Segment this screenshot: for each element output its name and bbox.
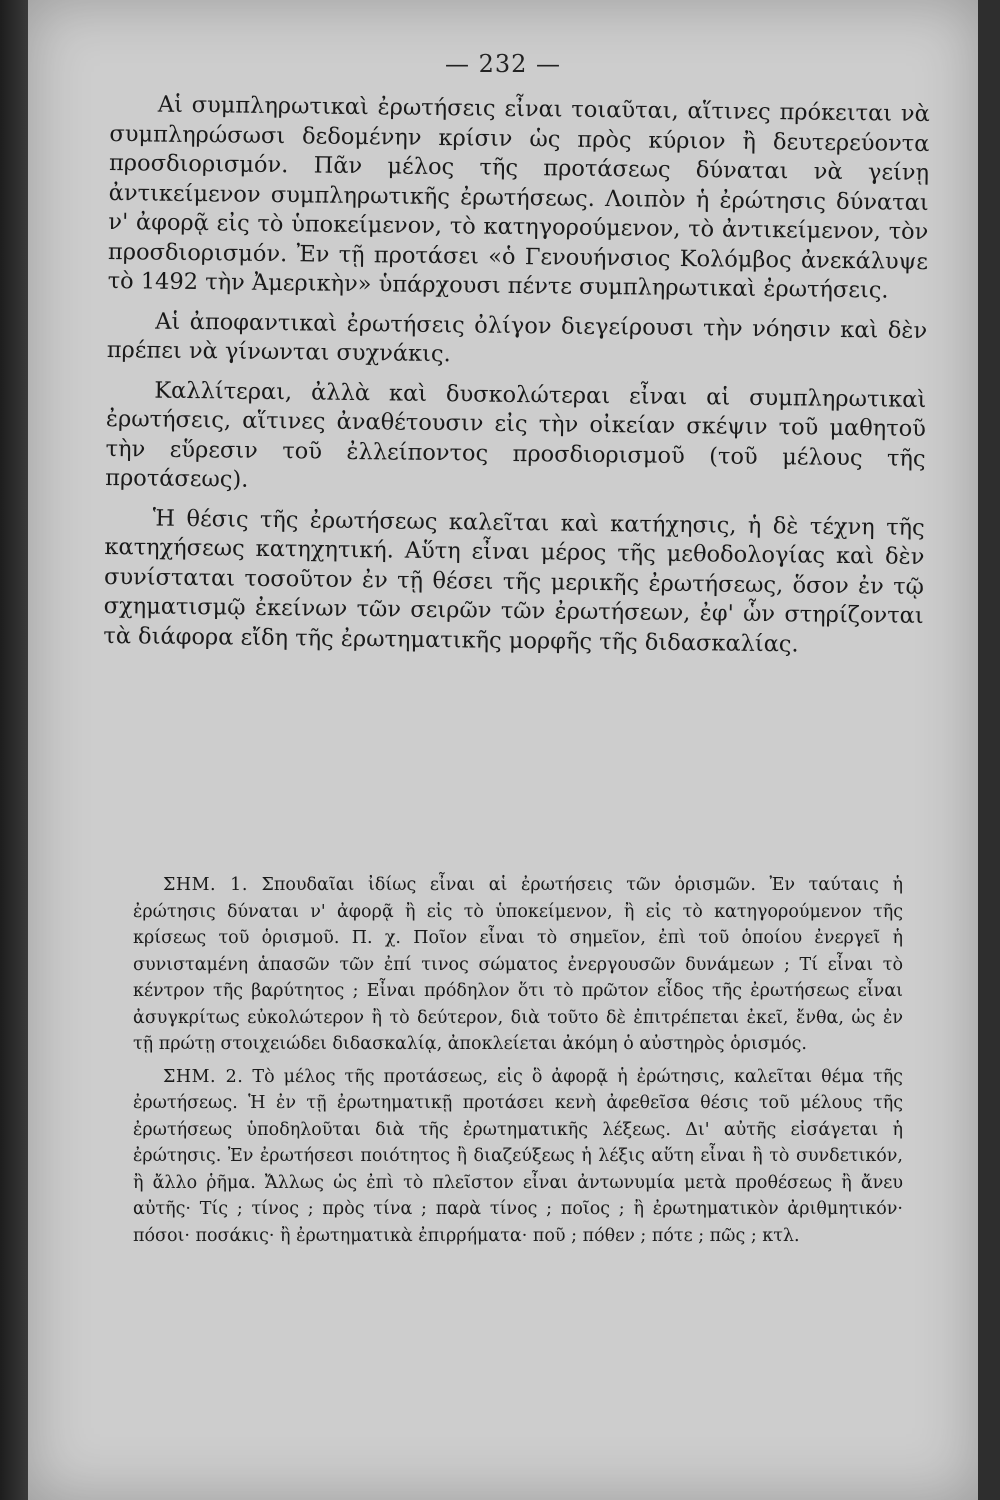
main-text bbox=[103, 90, 930, 671]
notes-section bbox=[133, 872, 903, 1255]
paragraph: Ἡ θέσις τῆς ἐρωτήσεως καλεῖται καὶ κατήχησις, ἡ δὲ τέχνη τῆς κατηχήσεως κατηχητική. Αὕτη εἶναι μέρος τῆς μεθοδολογίας καὶ δὲν συνίσταται τοσοῦτον ἐν τῇ θέσει τῆς μερικῆς ἐρωτήσεως, ὅσον ἐν τῷ σχηματισμῷ ἐκείνων τῶν σειρῶν τῶν ἐρωτήσεων, ἐφ' ὧν στηρίζονται τὰ διάφορα εἴδη τῆς ἐρωτηματικῆς μορφῆς τῆς διδασκαλίας. bbox=[103, 505, 925, 657]
book-page bbox=[28, 0, 978, 1500]
paragraph: Αἱ ἀποφαντικαὶ ἐρωτήσεις ὀλίγον διεγείρουσι τὴν νόησιν καὶ δὲν πρέπει νὰ γίνωνται συχνάκις. bbox=[106, 308, 928, 368]
note bbox=[133, 872, 903, 1058]
note-label: ΣΗΜ. 1. bbox=[163, 875, 248, 895]
book-gutter bbox=[0, 0, 28, 1500]
paragraph: Αἱ συμπληρωτικαὶ ἐρωτήσεις εἶναι τοιαῦται, αἵτινες πρόκειται νὰ συμπληρώσωσι δεδομένην κρίσιν ὡς πρὸς κύριον ἢ δευτερεύοντα προσδιορισμόν. Πᾶν μέλος τῆς προτάσεως δύναται νὰ γείνῃ ἀντικείμενον συμπληρωτικῆς ἐρωτήσεως. Λοιπὸν ἡ ἐρώτησις δύναται ν' ἀφορᾷ εἰς τὸ ὑποκείμενον, τὸ κατηγορούμενον, τὸ ἀντικείμενον, τὸν προσδιορισμόν. Ἐν τῇ προτάσει «ὁ Γενουήνσιος Κολόμβος ἀνεκάλυψε τὸ 1492 τὴν Ἀμερικὴν» ὑπάρχουσι πέντε συμπληρωτικαὶ ἐρωτήσεις. bbox=[107, 91, 930, 304]
page-number: — 232 — bbox=[444, 50, 562, 78]
paragraph: Καλλίτεραι, ἀλλὰ καὶ δυσκολώτεραι εἶναι αἱ συμπληρωτικαὶ ἐρωτήσεις, αἵτινες ἀναθέτουσιν εἰς τὴν οἰκείαν σκέψιν τοῦ μαθητοῦ τὴν εὕρεσιν τοῦ ἐλλείποντος προσδιορισμοῦ (τοῦ μέλους τῆς προτάσεως). bbox=[105, 377, 927, 493]
note-text: Σπουδαῖαι ἰδίως εἶναι αἱ ἐρωτήσεις τῶν ὁρισμῶν. Ἐν ταύταις ἡ ἐρώτησις δύναται ν' ἀφορᾷ ἢ εἰς τὸ ὑποκείμενον, ἢ εἰς τὸ κατηγορούμενον τῆς κρίσεως τοῦ ὁρισμοῦ. Π. χ. Ποῖον εἶναι τὸ σημεῖον, ἐπὶ τοῦ ὁποίου ἐνεργεῖ ἡ συνισταμένη ἁπασῶν τῶν ἐπί τινος σώματος ἐνεργουσῶν δυνάμεων ; Τί εἶναι τὸ κέντρον τῆς βαρύτητος ; Εἶναι πρόδηλον ὅτι τὸ πρῶτον εἶδος τῆς ἐρωτήσεως εἶναι ἀσυγκρίτως εὐκολώτερον ἢ τὸ δεύτερον, διὰ τοῦτο δὲ ἐπιτρέπεται ἐκεῖ, ἔνθα, ὡς ἐν τῇ πρώτῃ στοιχειώδει διδασκαλίᾳ, ἀποκλείεται ἀκόμη ὁ αὐστηρὸς ὁρισμός. bbox=[133, 875, 903, 1054]
note bbox=[133, 1064, 903, 1250]
note-text: Τὸ μέλος τῆς προτάσεως, εἰς ὃ ἀφορᾷ ἡ ἐρώτησις, καλεῖται θέμα τῆς ἐρωτήσεως. Ἡ ἐν τῇ ἐρωτηματικῇ προτάσει κενὴ ἀφεθεῖσα θέσις τοῦ μέλους τῆς ἐρωτήσεως ὑποδηλοῦται διὰ τῆς ἐρωτηματικῆς λέξεως. Δι' αὐτῆς εἰσάγεται ἡ ἐρώτησις. Ἐν ἐρωτήσεσι ποιότητος ἢ διαζεύξεως ἡ λέξις αὕτη εἶναι ἢ τὸ συνδετικόν, ἢ ἄλλο ῥῆμα. Ἄλλως ὡς ἐπὶ τὸ πλεῖστον εἶναι ἀντωνυμία μετὰ προθέσεως ἢ ἄνευ αὐτῆς· Τίς ; τίνος ; πρὸς τίνα ; παρὰ τίνος ; ποῖος ; ἢ ἐρωτηματικὸν ἀριθμητικόν· πόσοι· ποσάκις· ἢ ἐρωτηματικὰ ἐπιρρήματα· ποῦ ; πόθεν ; πότε ; πῶς ; κτλ. bbox=[133, 1066, 903, 1246]
note-label: ΣΗΜ. 2. bbox=[163, 1066, 244, 1087]
